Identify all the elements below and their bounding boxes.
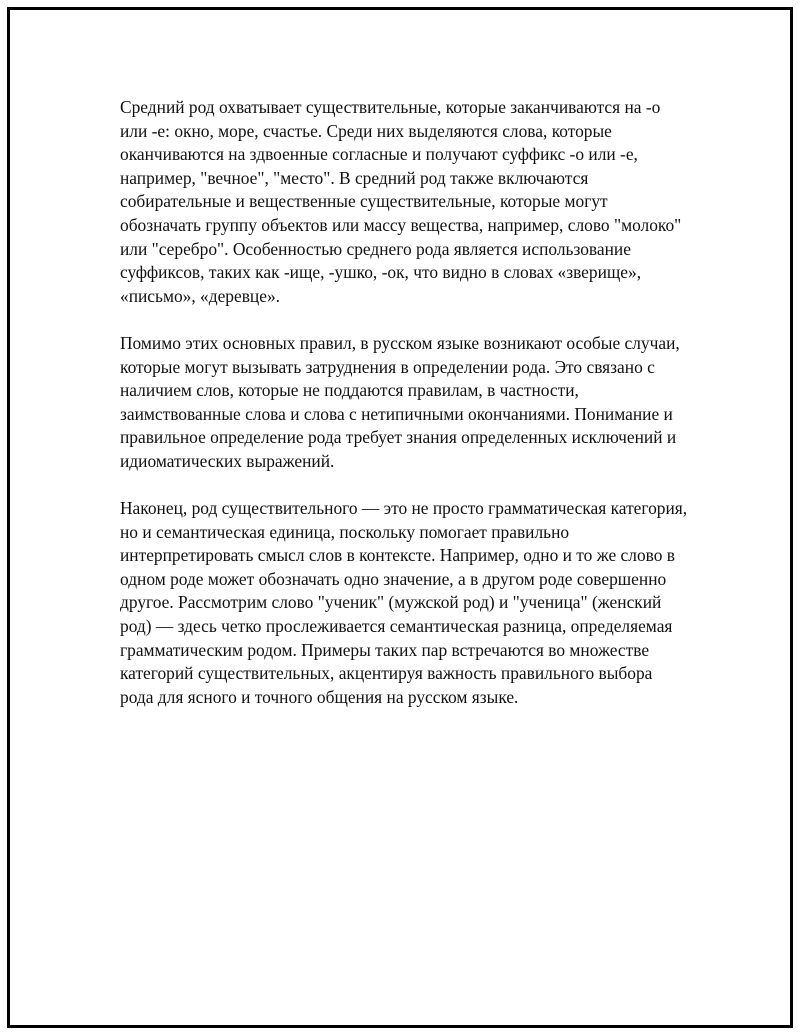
paragraph-semantic-role: Наконец, род существительного — это не просто грамматическая категория, но и семантическая единица, поскольку помогает правильно интерпретировать смысл слов в контексте. Например, одно и то же слово в одном роде может обозначать одно значение, а в другом роде совершенно другое. Рассмотрим слово "ученик" (мужской род) и "ученица" (женский род) — здесь четко прослеживается семантическая разница, определяемая грамматическим родом. Примеры таких пар встречаются во множестве категорий существительных, акцентируя важность правильного выбора рода для ясного и точного общения на русском языке.: [120, 498, 688, 707]
paragraph-neuter-gender: Средний род охватывает существительные, которые заканчиваются на -о или -е: окно, море, счастье. Среди них выделяются слова, которые оканчиваются на здвоенные согласные и получают суффикс -о или -е, например, "вечное", "место". В средний род также включаются собирательные и вещественные существительные, которые могут обозначать группу объектов или массу вещества, например, слово "молоко" или "серебро". Особенностью среднего рода является использование суффиксов, таких как -ище, -ушко, -ок, что видно в словах «зверище», «письмо», «деревце».: [120, 97, 682, 306]
document-body: [120, 96, 690, 709]
page-frame: [7, 7, 793, 1028]
paragraph-special-cases: Помимо этих основных правил, в русском языке возникают особые случаи, которые могут вызывать затруднения в определении рода. Это связано с наличием слов, которые не поддаются правилам, в частности, заимствованные слова и слова с нетипичными окончаниями. Понимание и правильное определение рода требует знания определенных исключений и идиоматических выражений.: [120, 332, 680, 471]
